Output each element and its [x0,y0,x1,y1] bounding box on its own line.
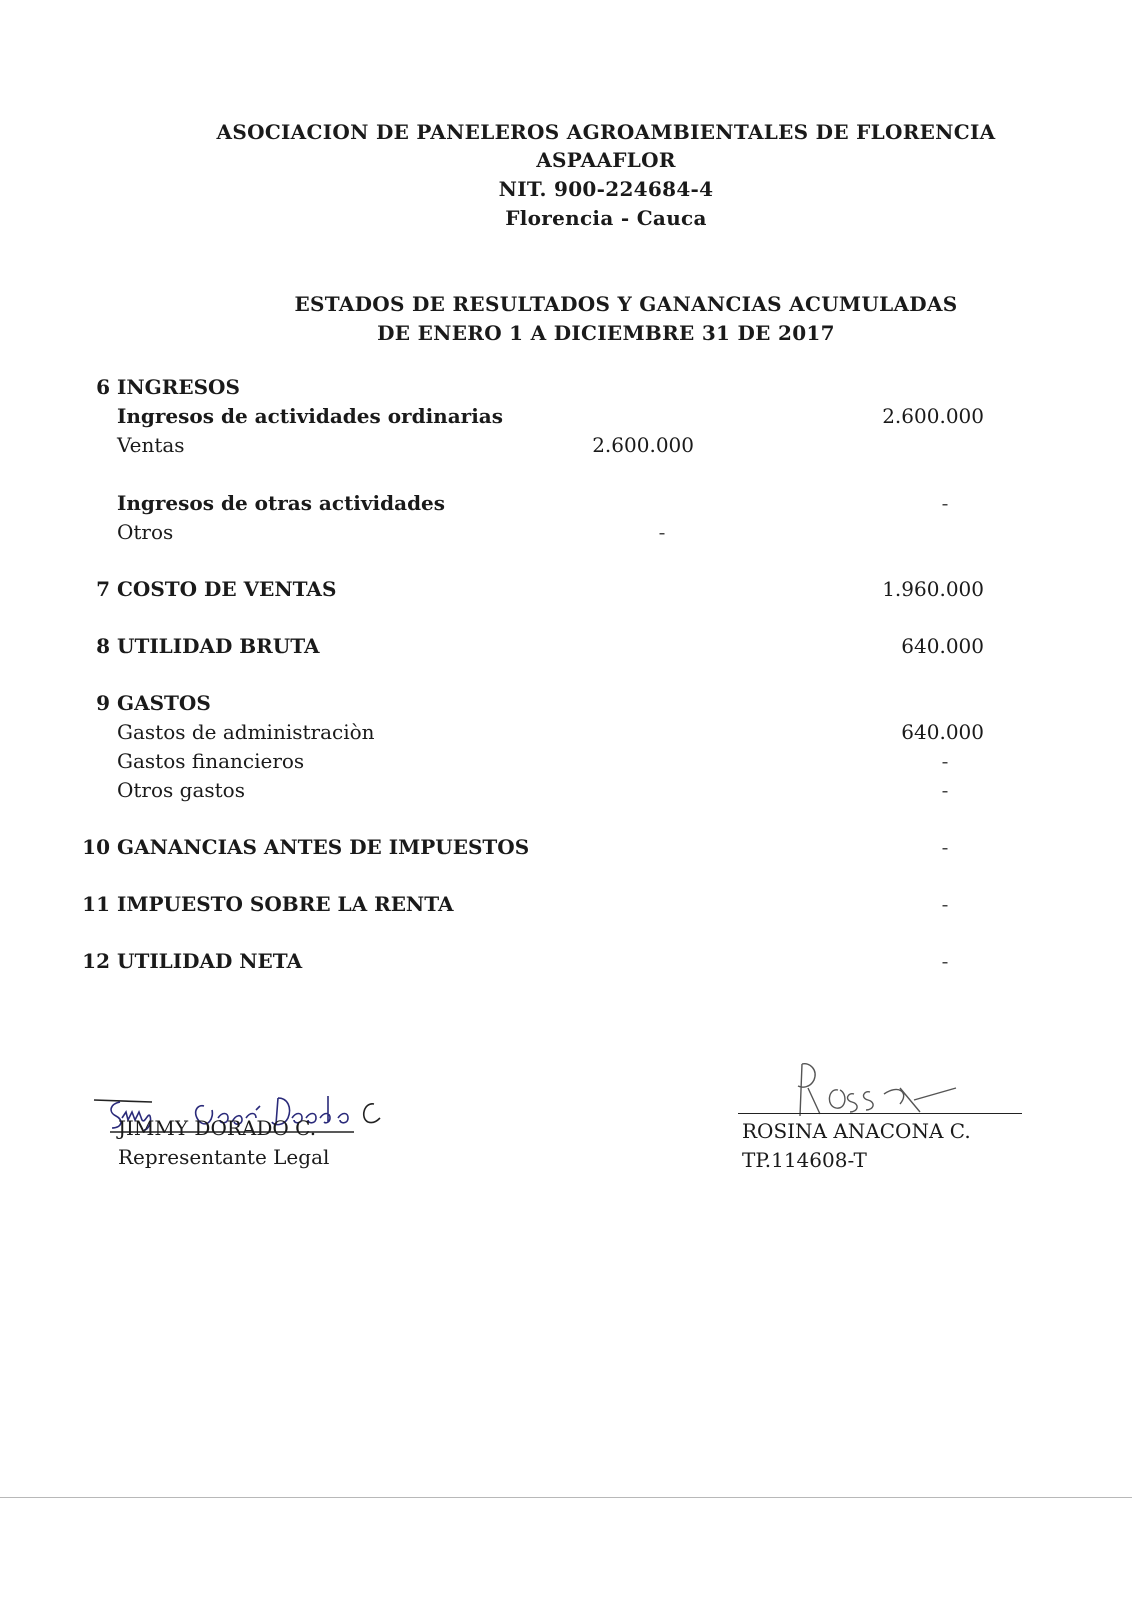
row-label: COSTO DE VENTAS [117,577,337,601]
row-label: Ingresos de actividades ordinarias [117,404,504,428]
row-impuesto-renta [0,892,1132,920]
row-value: 2.600.000 [592,433,694,457]
row-label: Gastos financieros [117,749,305,773]
row-label: UTILIDAD BRUTA [117,634,320,658]
row-total: - [941,491,949,515]
signer-right-name: ROSINA ANACONA C. [742,1119,971,1143]
org-name: ASOCIACION DE PANELEROS AGROAMBIENTALES DE FLORENCIA [216,120,996,144]
row-ingresos-otras [0,491,1132,519]
signer-left-role: Representante Legal [118,1145,330,1169]
org-location: Florencia - Cauca [505,206,707,230]
row-utilidad-neta [0,949,1132,977]
row-number: 9 [96,691,110,715]
row-total: - [941,892,949,916]
row-total: - [941,949,949,973]
signer-right-role: TP.114608-T [742,1148,867,1172]
row-label: Otros [117,520,174,544]
row-label: UTILIDAD NETA [117,949,303,973]
row-number: 8 [96,634,110,658]
row-utilidad-bruta [0,634,1132,662]
row-total: 640.000 [901,720,984,744]
row-total: 1.960.000 [882,577,984,601]
row-ingresos [0,375,1132,403]
row-total: 640.000 [901,634,984,658]
row-number: 6 [96,375,110,399]
scan-edge-line [0,1497,1132,1498]
statement-title: ESTADOS DE RESULTADOS Y GANANCIAS ACUMULADAS [294,292,958,316]
org-acronym: ASPAAFLOR [536,148,676,172]
row-label: Ingresos de otras actividades [117,491,446,515]
row-label: INGRESOS [117,375,240,399]
row-value: - [658,520,666,544]
row-otros [0,520,1132,548]
row-number: 11 [82,892,110,916]
row-costo-ventas [0,577,1132,605]
row-label: Otros gastos [117,778,245,802]
row-gastos-admin [0,720,1132,748]
row-otros-gastos [0,778,1132,806]
row-label: IMPUESTO SOBRE LA RENTA [117,892,454,916]
row-gastos-financieros [0,749,1132,777]
org-nit: NIT. 900-224684-4 [498,177,714,201]
row-label: GANANCIAS ANTES DE IMPUESTOS [117,835,530,859]
row-total: - [941,778,949,802]
signature-right-line [738,1113,1022,1114]
row-number: 12 [82,949,110,973]
row-ventas [0,433,1132,461]
signer-left-name: JIMMY DORADO C. [118,1116,317,1140]
row-total: 2.600.000 [882,404,984,428]
statement-period: DE ENERO 1 A DICIEMBRE 31 DE 2017 [377,321,835,345]
row-number: 7 [96,577,110,601]
row-ganancias-antes-impuestos [0,835,1132,863]
row-total: - [941,749,949,773]
row-label: Gastos de administraciòn [117,720,375,744]
row-total: - [941,835,949,859]
row-label: Ventas [117,433,185,457]
row-label: GASTOS [117,691,211,715]
row-ingresos-ordinarias [0,404,1132,432]
row-gastos [0,691,1132,719]
row-number: 10 [82,835,110,859]
